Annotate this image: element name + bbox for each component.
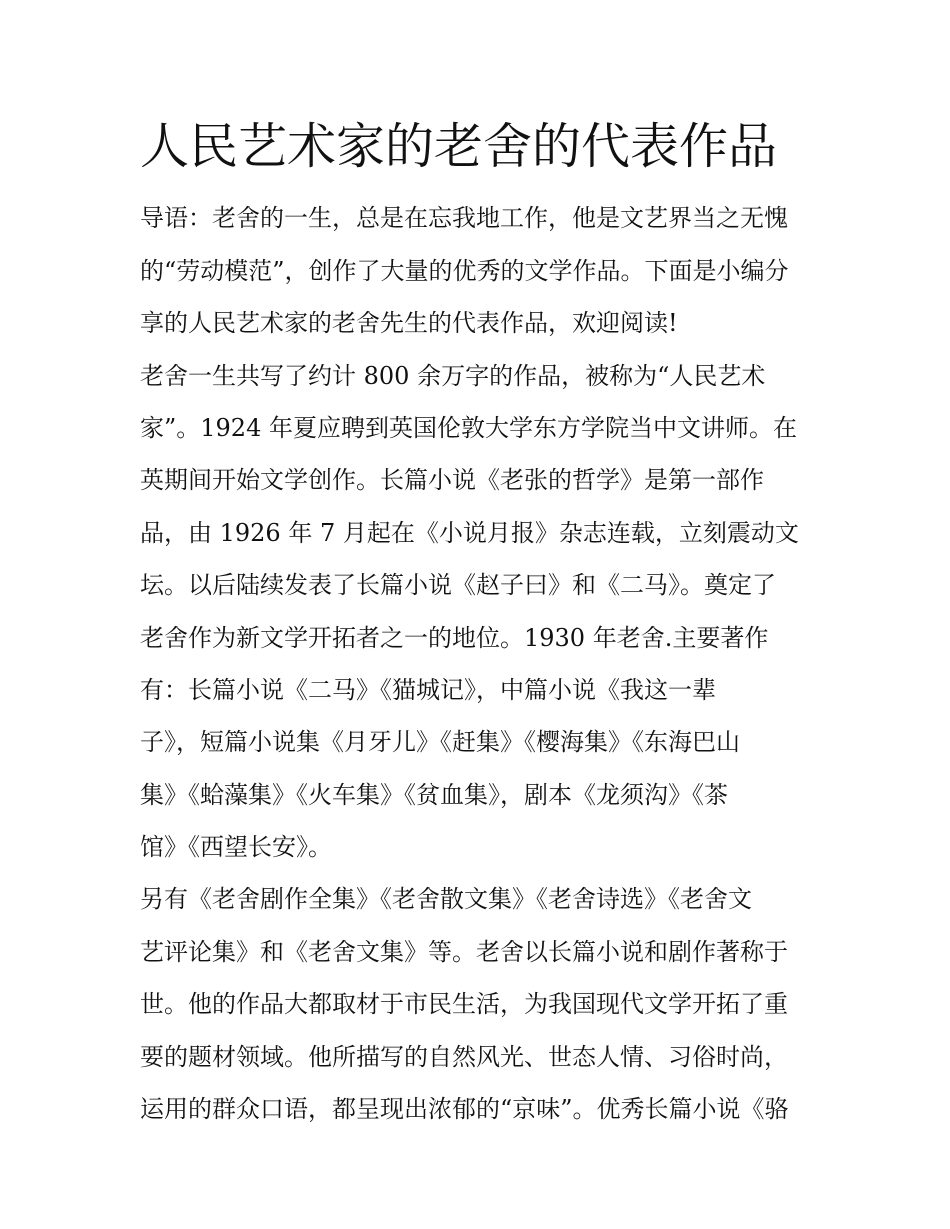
text-line: 艺评论集》和《老舍文集》等。老舍以长篇小说和剧作著称于 <box>140 938 788 966</box>
text-line: 老舍一生共写了约计 800 余万字的作品，被称为“人民艺术 <box>140 362 766 390</box>
text-line: 集》《蛤藻集》《火车集》《贫血集》，剧本《龙须沟》《茶 <box>140 781 728 809</box>
text-line: 运用的群众口语，都呈现出浓郁的“京味”。优秀长篇小说《骆 <box>140 1095 789 1123</box>
text-line: 馆》《西望长安》。 <box>140 833 332 861</box>
text-line: 有：长篇小说《二马》《猫城记》，中篇小说《我这一辈 <box>140 676 716 704</box>
text-line: 子》，短篇小说集《月牙儿》《赶集》《樱海集》《东海巴山 <box>140 728 740 756</box>
document-title: 人民艺术家的老舍的代表作品 <box>140 118 778 175</box>
text-line: 的“劳动模范”，创作了大量的优秀的文学作品。下面是小编分 <box>140 257 789 285</box>
text-line: 品，由 1926 年 7 月起在《小说月报》杂志连载，立刻震动文 <box>140 519 799 547</box>
text-line: 英期间开始文学创作。长篇小说《老张的哲学》是第一部作 <box>140 466 764 494</box>
text-line: 老舍作为新文学开拓者之一的地位。1930 年老舍.主要著作 <box>140 624 769 652</box>
text-line: 坛。以后陆续发表了长篇小说《赵子曰》和《二马》。奠定了 <box>140 571 776 599</box>
text-line: 享的人民艺术家的老舍先生的代表作品，欢迎阅读! <box>140 309 678 337</box>
text-line: 世。他的作品大都取材于市民生活，为我国现代文学开拓了重 <box>140 990 788 1018</box>
text-line: 导语：老舍的一生，总是在忘我地工作，他是文艺界当之无愧 <box>140 204 788 232</box>
text-line: 另有《老舍剧作全集》《老舍散文集》《老舍诗选》《老舍文 <box>140 885 752 913</box>
text-line: 要的题材领域。他所描写的自然风光、世态人情、习俗时尚， <box>140 1043 788 1071</box>
text-line: 家”。1924 年夏应聘到英国伦敦大学东方学院当中文讲师。在 <box>140 414 797 442</box>
